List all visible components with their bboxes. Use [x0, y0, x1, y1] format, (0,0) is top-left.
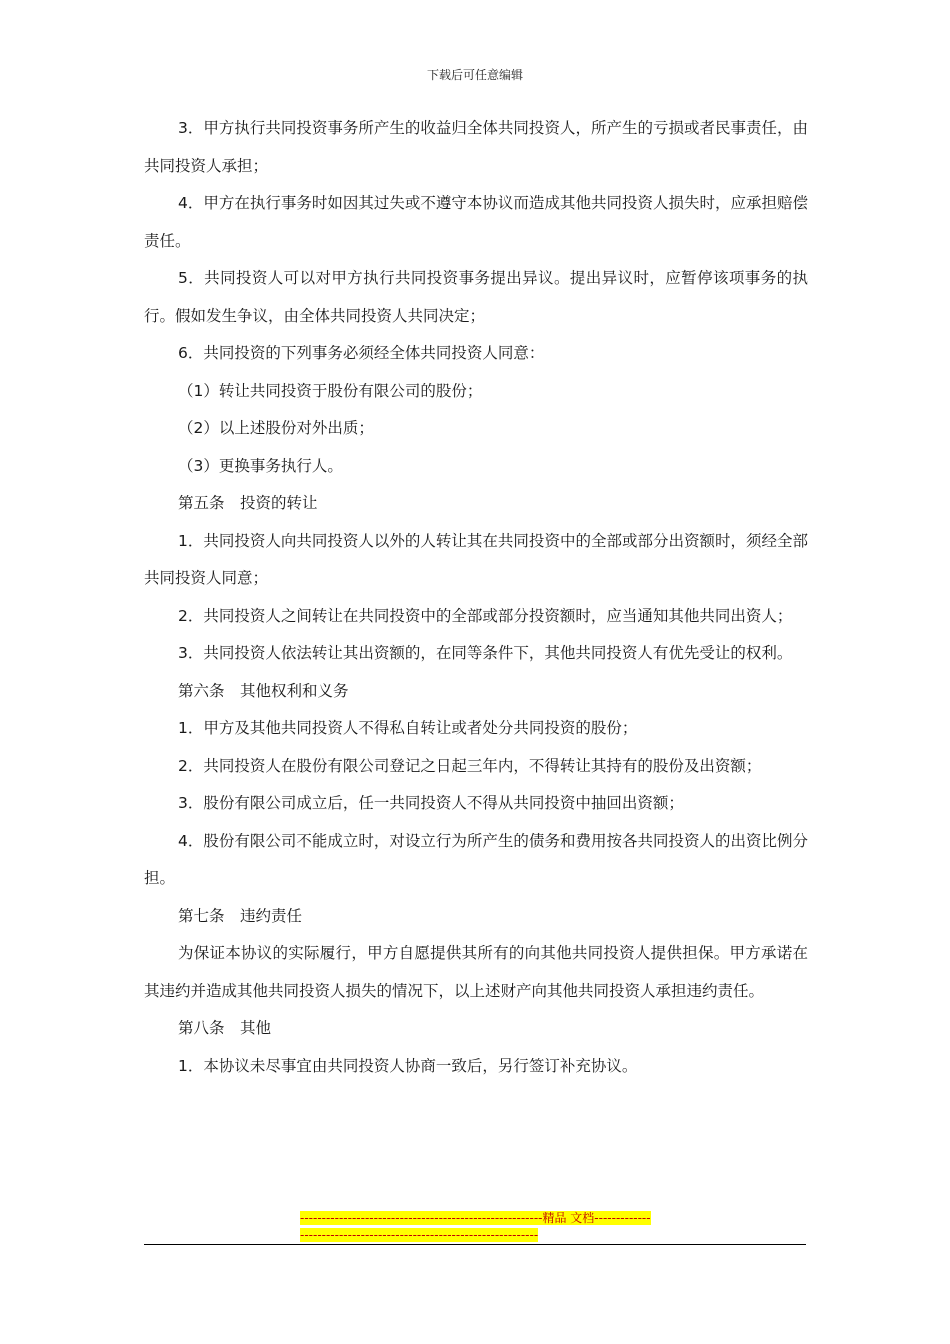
document-body: [144, 110, 808, 1085]
paragraph: 3．甲方执行共同投资事务所产生的收益归全体共同投资人，所产生的亏损或者民事责任，由共同投资人承担；: [144, 119, 808, 175]
section-heading: 第七条 违约责任: [178, 906, 303, 925]
footer-watermark: [300, 1210, 652, 1244]
paragraph: （3）更换事务执行人。: [178, 456, 343, 475]
paragraph: 4．股份有限公司不能成立时，对设立行为所产生的债务和费用按各共同投资人的出资比例分担。: [144, 831, 808, 887]
paragraph: 4．甲方在执行事务时如因其过失或不遵守本协议而造成其他共同投资人损失时，应承担赔偿责任。: [144, 194, 808, 250]
paragraph: （2）以上述股份对外出质；: [178, 419, 374, 437]
paragraph: 1．共同投资人向共同投资人以外的人转让其在共同投资中的全部或部分出资额时，须经全部共同投资人同意；: [144, 531, 808, 587]
section-heading: 第五条 投资的转让: [178, 494, 318, 512]
paragraph: 为保证本协议的实际履行，甲方自愿提供其所有的向其他共同投资人提供担保。甲方承诺在其违约并造成其他共同投资人损失的情况下，以上述财产向其他共同投资人承担违约责任。: [144, 944, 808, 1000]
paragraph: 5．共同投资人可以对甲方执行共同投资事务提出异议。提出异议时，应暂停该项事务的执行。假如发生争议，由全体共同投资人共同决定；: [144, 269, 808, 325]
footer-text: --------------------------------------------------------精品 文档--------------------------------------------------------------------: [300, 1211, 651, 1242]
section-heading: 第六条 其他权利和义务: [178, 681, 349, 700]
paragraph: （1）转让共同投资于股份有限公司的股份；: [178, 381, 483, 400]
footer-divider: [144, 1244, 806, 1245]
section-heading: 第八条 其他: [178, 1019, 272, 1037]
paragraph: 2．共同投资人之间转让在共同投资中的全部或部分投资额时，应当通知其他共同出资人；: [178, 606, 793, 625]
paragraph: 6．共同投资的下列事务必须经全体共同投资人同意：: [178, 344, 545, 362]
paragraph: 1．甲方及其他共同投资人不得私自转让或者处分共同投资的股份；: [178, 719, 638, 737]
page-header: 下载后可任意编辑: [426, 68, 523, 82]
paragraph: 1．本协议未尽事宜由共同投资人协商一致后，另行签订补充协议。: [178, 1056, 638, 1075]
paragraph: 2．共同投资人在股份有限公司登记之日起三年内，不得转让其持有的股份及出资额；: [178, 756, 762, 775]
paragraph: 3．共同投资人依法转让其出资额的，在同等条件下，其他共同投资人有优先受让的权利。: [178, 644, 793, 662]
paragraph: 3．股份有限公司成立后，任一共同投资人不得从共同投资中抽回出资额；: [178, 794, 684, 812]
